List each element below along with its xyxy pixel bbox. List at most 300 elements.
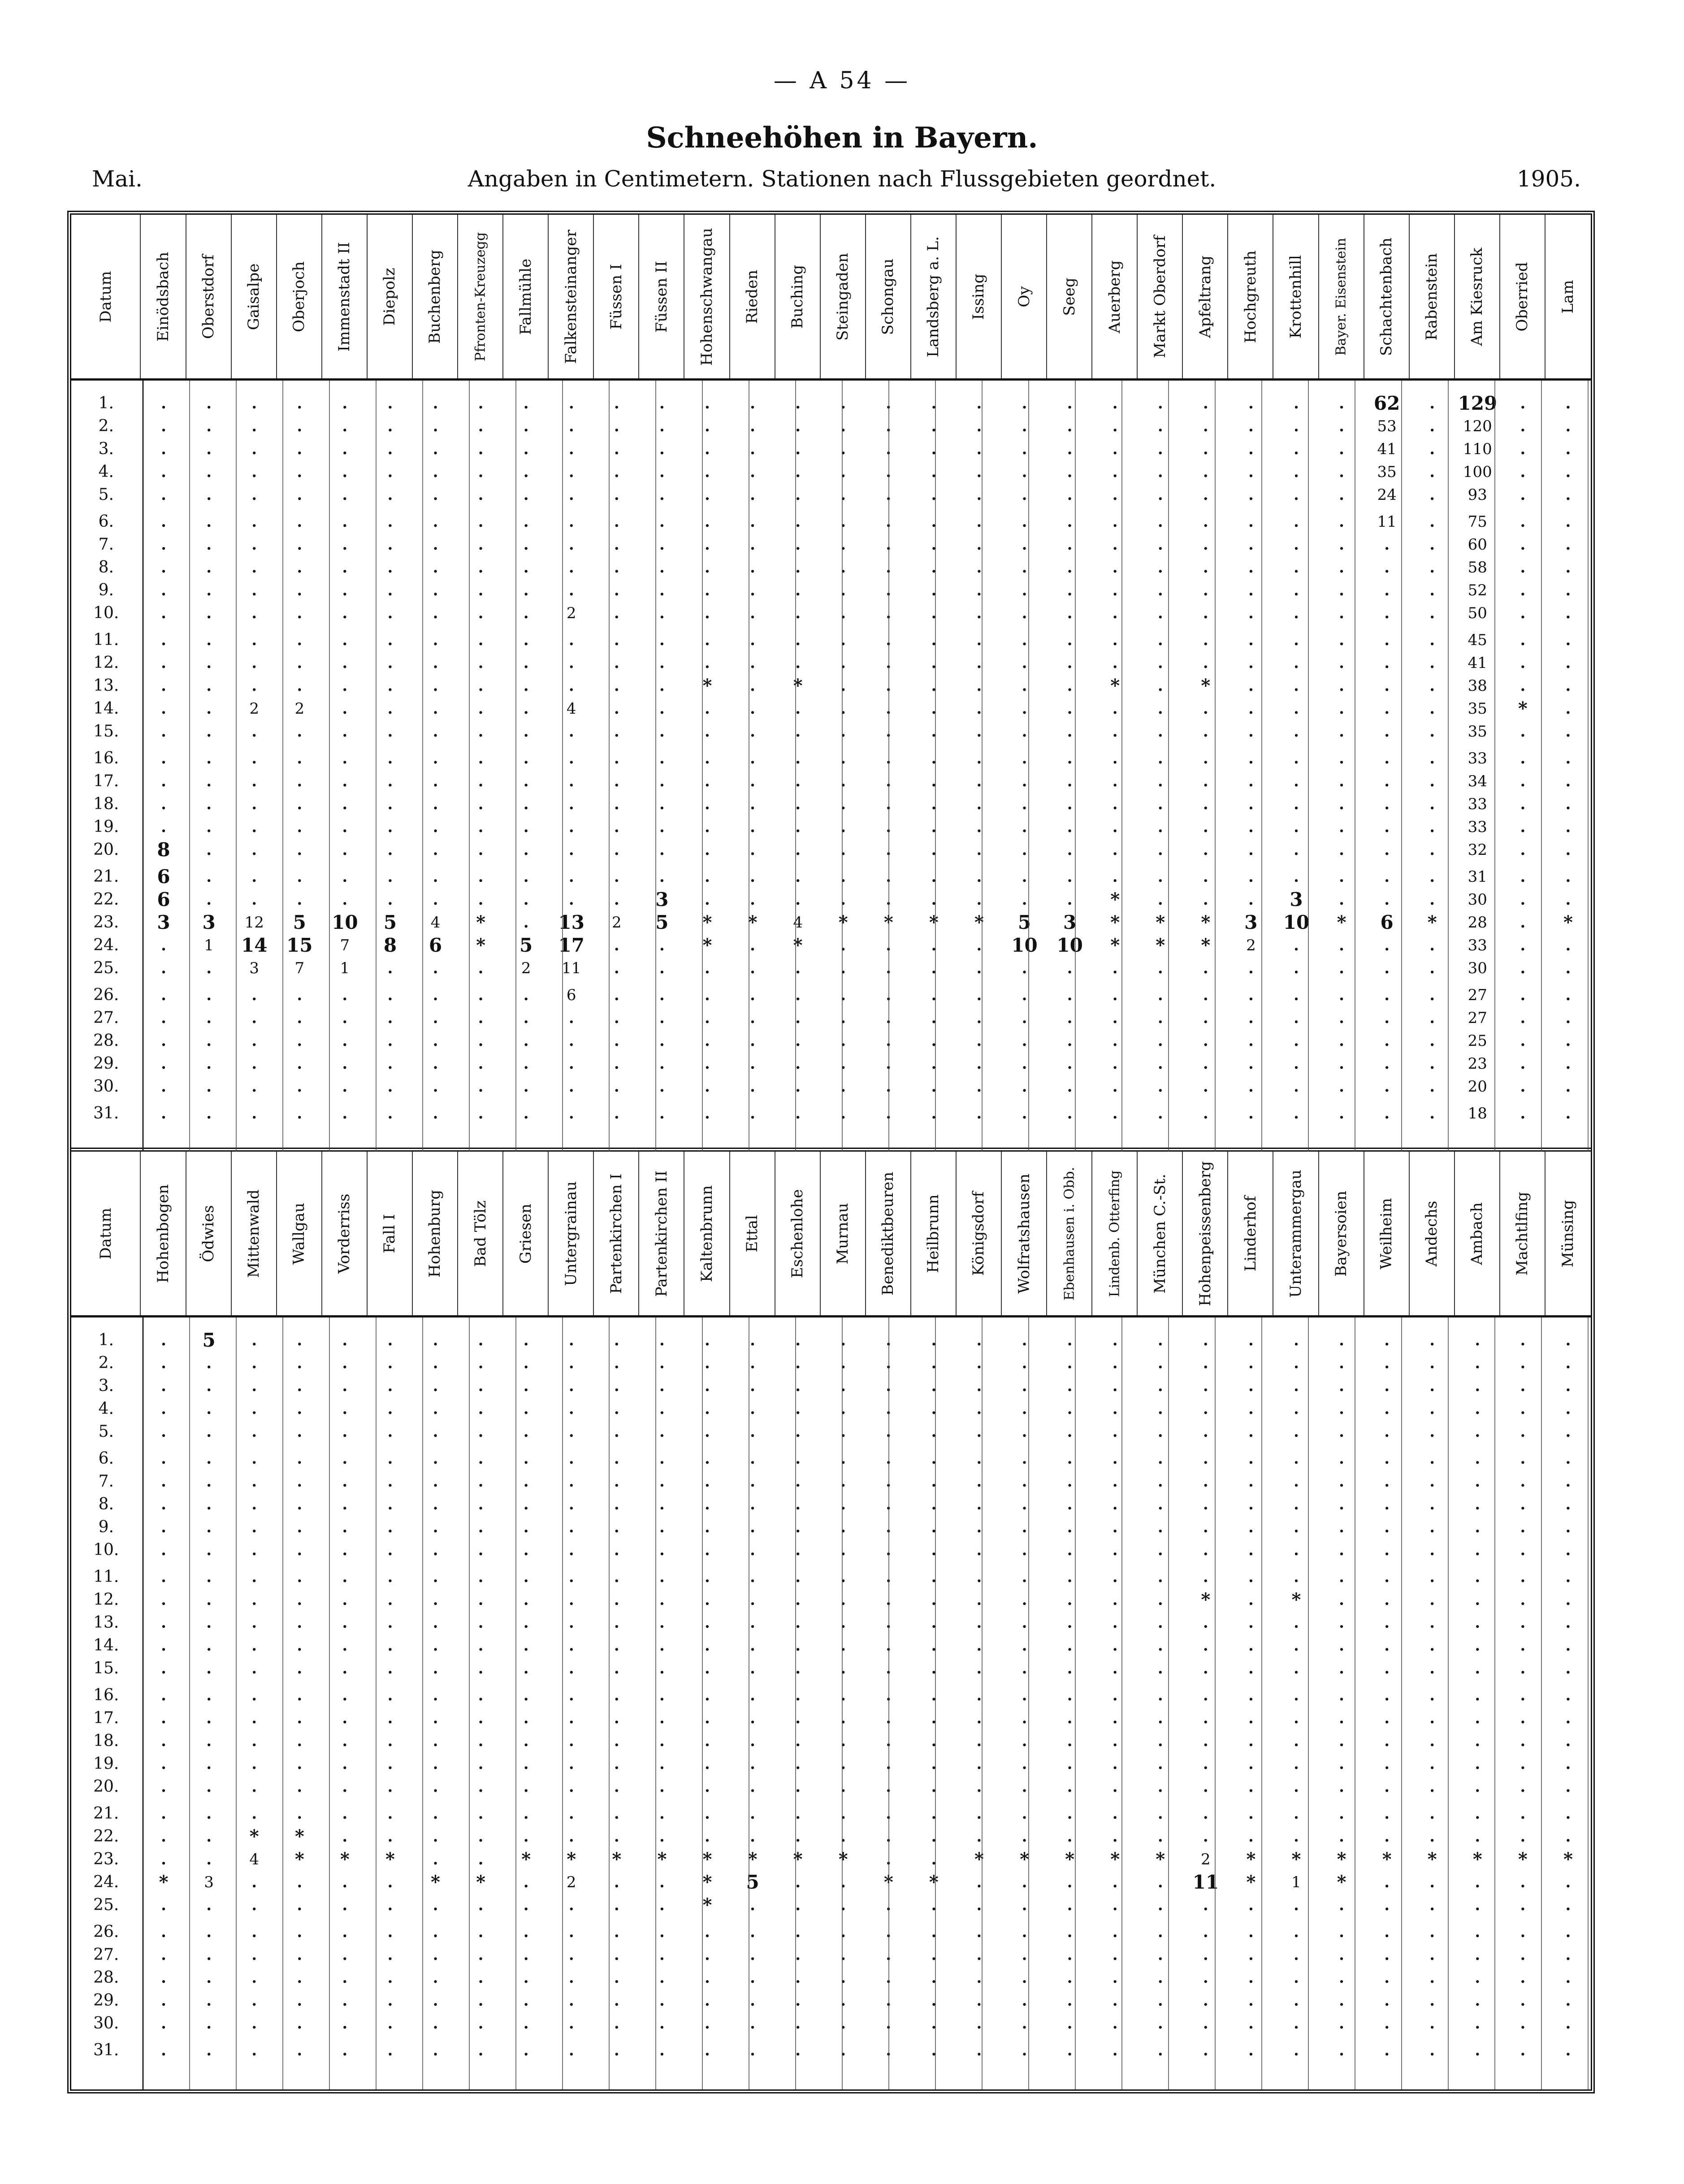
table-cell: . — [705, 1031, 710, 1050]
day-number: 16. — [93, 1686, 119, 1704]
table-cell: . — [659, 1873, 665, 1891]
table-cell: . — [1022, 558, 1027, 576]
table-cell: . — [614, 631, 619, 649]
table-cell: . — [1203, 1495, 1208, 1513]
table-cell: . — [931, 1104, 937, 1122]
table-cell: . — [251, 440, 257, 458]
table-cell: . — [1112, 1472, 1118, 1491]
table-cell: . — [523, 676, 529, 695]
table-cell: . — [1520, 1777, 1526, 1796]
table-cell: . — [795, 1541, 801, 1559]
table-cell: . — [840, 1031, 846, 1050]
table-cell: . — [161, 1422, 166, 1441]
table-row — [71, 1966, 1591, 1989]
table-cell: . — [795, 749, 801, 767]
station-name: Oberstdorf — [199, 254, 218, 339]
table-cell: . — [251, 1968, 257, 1987]
table-cell: . — [161, 936, 166, 954]
station-header — [1410, 215, 1455, 378]
table-cell: . — [1339, 1946, 1344, 1964]
table-cell: . — [1157, 1827, 1163, 1846]
table-cell: . — [840, 818, 846, 836]
table-cell: . — [387, 1054, 393, 1073]
table-cell: . — [795, 1449, 801, 1468]
table-section-1 — [71, 215, 1591, 1152]
table-cell: . — [342, 417, 348, 435]
table-cell: . — [795, 1873, 801, 1891]
table-cell: . — [1022, 1804, 1027, 1823]
table-cell: . — [568, 1009, 574, 1027]
table-cell: . — [1022, 2014, 1027, 2032]
table-cell: . — [433, 1755, 438, 1773]
table-cell: . — [206, 654, 212, 672]
table-cell: . — [523, 841, 529, 859]
table-cell: . — [433, 1896, 438, 1914]
table-cell: . — [206, 749, 212, 767]
table-cell: . — [1520, 2041, 1526, 2059]
table-cell: . — [523, 485, 529, 504]
table-cell: . — [342, 1777, 348, 1796]
table-cell: . — [1248, 1827, 1254, 1846]
table-cell: . — [1067, 676, 1073, 695]
table-cell: . — [1520, 1590, 1526, 1609]
day-number: 8. — [98, 1495, 114, 1513]
table-cell: . — [659, 1077, 665, 1096]
table-cell: . — [1294, 818, 1299, 836]
table-cell: . — [886, 1495, 892, 1513]
table-cell: . — [705, 1377, 710, 1395]
table-cell: . — [1520, 1422, 1526, 1441]
table-cell: . — [1520, 417, 1526, 435]
table-cell: . — [1429, 604, 1435, 622]
table-cell: . — [523, 1827, 529, 1846]
table-cell: . — [795, 1377, 801, 1395]
table-cell: . — [1520, 1659, 1526, 1677]
station-header — [1545, 1152, 1591, 1315]
table-cell: . — [206, 818, 212, 836]
table-cell: . — [886, 699, 892, 718]
station-name: Hohenburg — [426, 1189, 444, 1278]
table-cell: . — [206, 604, 212, 622]
table-cell: * — [1020, 1849, 1029, 1870]
table-cell: . — [705, 2041, 710, 2059]
table-cell: 2 — [521, 959, 531, 977]
table-cell: . — [886, 1968, 892, 1987]
table-row — [71, 1075, 1591, 1098]
table-cell: . — [387, 1331, 393, 1349]
day-number: 21. — [93, 1804, 119, 1823]
table-cell: . — [433, 722, 438, 741]
table-cell: . — [568, 1077, 574, 1096]
table-cell: . — [1248, 722, 1254, 741]
table-cell: . — [478, 1896, 484, 1914]
table-cell: 33 — [1468, 936, 1487, 954]
table-cell: . — [931, 1518, 937, 1536]
table-cell: . — [795, 1613, 801, 1632]
table-cell: 2 — [1246, 936, 1256, 954]
table-cell: . — [251, 841, 257, 859]
table-cell: . — [705, 485, 710, 504]
table-cell: . — [1384, 1946, 1390, 1964]
table-cell: . — [1022, 986, 1027, 1004]
station-header — [866, 215, 911, 378]
table-cell: . — [750, 417, 755, 435]
table-cell: . — [1203, 749, 1208, 767]
table-cell: . — [1339, 841, 1344, 859]
table-cell: . — [705, 1009, 710, 1027]
station-name: Königsdorf — [970, 1191, 988, 1276]
table-cell: . — [1248, 1054, 1254, 1073]
table-cell: . — [1067, 1923, 1073, 1941]
table-cell: . — [1294, 676, 1299, 695]
table-cell: . — [1294, 1732, 1299, 1750]
table-cell: . — [1022, 535, 1027, 554]
table-cell: . — [1157, 1777, 1163, 1796]
table-cell: . — [1429, 772, 1435, 790]
table-cell: . — [750, 1400, 755, 1418]
table-cell: . — [886, 1568, 892, 1586]
table-cell: . — [1429, 986, 1435, 1004]
table-cell: . — [1520, 440, 1526, 458]
table-cell: . — [161, 1354, 166, 1372]
table-cell: * — [1382, 1849, 1392, 1870]
table-cell: . — [705, 1991, 710, 2010]
table-cell: . — [1294, 485, 1299, 504]
table-cell: . — [387, 485, 393, 504]
table-cell: . — [1203, 1568, 1208, 1586]
table-cell: . — [1067, 1031, 1073, 1050]
table-cell: . — [614, 722, 619, 741]
station-header — [1228, 215, 1273, 378]
table-row — [71, 1611, 1591, 1634]
table-cell: . — [1294, 1827, 1299, 1846]
table-cell: . — [1339, 1659, 1344, 1677]
table-cell: . — [1248, 1804, 1254, 1823]
table-cell: . — [1157, 1732, 1163, 1750]
table-cell: . — [1294, 1422, 1299, 1441]
table-cell: . — [659, 535, 665, 554]
table-cell: . — [1022, 1659, 1027, 1677]
table-cell: . — [1248, 631, 1254, 649]
table-cell: . — [433, 631, 438, 649]
table-cell: . — [297, 1590, 303, 1609]
table-cell: . — [1067, 890, 1073, 909]
table-cell: . — [659, 1031, 665, 1050]
table-cell: . — [342, 699, 348, 718]
table-cell: . — [523, 1896, 529, 1914]
station-header — [1228, 1152, 1273, 1315]
table-cell: . — [614, 581, 619, 599]
table-cell: . — [1339, 631, 1344, 649]
table-cell: . — [297, 890, 303, 909]
table-cell: . — [931, 1991, 937, 2010]
table-cell: . — [206, 795, 212, 813]
table-cell: . — [206, 1449, 212, 1468]
table-cell: . — [1339, 1991, 1344, 2010]
day-number: 18. — [93, 795, 119, 813]
table-cell: . — [387, 417, 393, 435]
table-cell: . — [433, 1354, 438, 1372]
table-cell: . — [433, 1659, 438, 1677]
table-cell: . — [614, 394, 619, 412]
table-cell: . — [795, 722, 801, 741]
table-cell: . — [1022, 749, 1027, 767]
table-cell: . — [795, 1732, 801, 1750]
table-cell: . — [705, 1568, 710, 1586]
table-cell: . — [1565, 867, 1571, 886]
table-cell: . — [1520, 936, 1526, 954]
table-cell: * — [1563, 1849, 1573, 1870]
table-cell: . — [251, 1400, 257, 1418]
table-cell: . — [478, 1709, 484, 1727]
table-cell: . — [1203, 2014, 1208, 2032]
table-cell: . — [750, 699, 755, 718]
table-cell: . — [1248, 1777, 1254, 1796]
table-cell: . — [705, 604, 710, 622]
table-cell: . — [523, 1518, 529, 1536]
table-cell: . — [568, 535, 574, 554]
table-cell: . — [659, 1472, 665, 1491]
table-cell: . — [568, 1031, 574, 1050]
table-cell: . — [297, 558, 303, 576]
table-cell: . — [297, 772, 303, 790]
table-cell: . — [795, 581, 801, 599]
table-cell: . — [976, 440, 982, 458]
table-cell: . — [1520, 1472, 1526, 1491]
table-cell: . — [1112, 1896, 1118, 1914]
table-cell: . — [1248, 1686, 1254, 1704]
table-cell: . — [251, 1472, 257, 1491]
table-cell: . — [840, 2041, 846, 2059]
table-cell: . — [1339, 1104, 1344, 1122]
table-cell: . — [886, 631, 892, 649]
station-name: Gaisalpe — [245, 263, 263, 330]
table-cell: . — [886, 867, 892, 886]
table-cell: . — [614, 867, 619, 886]
table-cell: . — [297, 1777, 303, 1796]
table-cell: . — [251, 1755, 257, 1773]
table-cell: . — [1112, 1923, 1118, 1941]
table-cell: . — [387, 699, 393, 718]
table-cell: . — [1022, 1946, 1027, 1964]
station-header — [775, 1152, 821, 1315]
table-cell: . — [976, 867, 982, 886]
table-cell: 33 — [1468, 818, 1487, 836]
table-cell: . — [1112, 1104, 1118, 1122]
table-cell: 1 — [1291, 1873, 1301, 1891]
table-cell: . — [1339, 1636, 1344, 1655]
table-cell: . — [1565, 485, 1571, 504]
table-cell: . — [1248, 1613, 1254, 1632]
table-cell: . — [568, 795, 574, 813]
table-cell: . — [1067, 1709, 1073, 1727]
table-cell: . — [1520, 722, 1526, 741]
table-cell: . — [840, 1377, 846, 1395]
table-cell: . — [568, 1541, 574, 1559]
table-cell: . — [705, 1777, 710, 1796]
table-cell: . — [568, 1991, 574, 2010]
table-cell: . — [840, 2014, 846, 2032]
table-cell: . — [1429, 1804, 1435, 1823]
table-cell: . — [1203, 699, 1208, 718]
table-cell: . — [297, 1896, 303, 1914]
table-cell: . — [886, 558, 892, 576]
table-cell: . — [1429, 2041, 1435, 2059]
table-cell: . — [1112, 699, 1118, 718]
table-cell: * — [1246, 1849, 1256, 1870]
table-cell: . — [976, 959, 982, 977]
station-name: Apfeltrang — [1196, 255, 1214, 338]
table-cell: . — [1157, 1804, 1163, 1823]
table-cell: * — [249, 1826, 259, 1847]
table-cell: . — [976, 749, 982, 767]
table-cell: . — [1294, 631, 1299, 649]
table-cell: . — [886, 1422, 892, 1441]
table-cell: . — [1384, 1636, 1390, 1655]
station-header — [413, 1152, 458, 1315]
day-number: 4. — [98, 463, 114, 481]
table-cell: . — [976, 1659, 982, 1677]
table-cell: . — [206, 1541, 212, 1559]
table-cell: . — [1248, 463, 1254, 481]
station-name: Schongau — [879, 258, 897, 335]
table-cell: . — [931, 2041, 937, 2059]
table-cell: . — [1248, 818, 1254, 836]
table-cell: . — [1475, 1518, 1481, 1536]
table-cell: . — [161, 604, 166, 622]
table-cell: . — [795, 1422, 801, 1441]
table-cell: . — [433, 1686, 438, 1704]
table-cell: . — [976, 1009, 982, 1027]
table-cell: . — [705, 440, 710, 458]
table-cell: . — [297, 722, 303, 741]
table-cell: . — [523, 1923, 529, 1941]
table-cell: . — [795, 1991, 801, 2010]
table-cell: . — [433, 1518, 438, 1536]
table-cell: . — [750, 1946, 755, 1964]
table-cell: . — [523, 722, 529, 741]
table-cell: . — [1248, 558, 1254, 576]
table-cell: . — [523, 1077, 529, 1096]
table-cell: . — [795, 440, 801, 458]
table-cell: . — [206, 1613, 212, 1632]
table-cell: . — [1157, 1686, 1163, 1704]
table-cell: . — [1475, 1896, 1481, 1914]
table-cell: . — [1022, 417, 1027, 435]
table-cell: . — [1248, 1636, 1254, 1655]
table-cell: . — [297, 1709, 303, 1727]
table-row — [71, 1029, 1591, 1052]
table-cell: . — [1429, 512, 1435, 531]
table-cell: . — [1022, 1009, 1027, 1027]
table-cell: . — [886, 1709, 892, 1727]
table-cell: . — [931, 1031, 937, 1050]
table-row — [71, 628, 1591, 651]
table-cell: . — [750, 1923, 755, 1941]
table-cell: . — [1520, 604, 1526, 622]
table-cell: . — [931, 1422, 937, 1441]
table-cell: . — [886, 1518, 892, 1536]
table-cell: . — [1520, 890, 1526, 909]
table-cell: . — [840, 394, 846, 412]
table-cell: . — [478, 581, 484, 599]
station-header — [639, 215, 684, 378]
table-cell: . — [750, 2014, 755, 2032]
table-cell: . — [568, 1732, 574, 1750]
table-cell: . — [750, 1568, 755, 1586]
table-cell: 7 — [340, 936, 350, 954]
table-cell: . — [1384, 581, 1390, 599]
table-cell: . — [1157, 535, 1163, 554]
table-row — [71, 1352, 1591, 1374]
table-cell: . — [251, 535, 257, 554]
table-cell: . — [1248, 890, 1254, 909]
table-cell: . — [1565, 1827, 1571, 1846]
day-number: 27. — [93, 1946, 119, 1964]
table-cell: . — [342, 1923, 348, 1941]
table-cell: . — [523, 772, 529, 790]
table-cell: . — [1520, 1968, 1526, 1987]
table-cell: . — [1520, 1946, 1526, 1964]
table-cell: * — [1337, 912, 1346, 933]
table-cell: . — [614, 1709, 619, 1727]
table-cell: . — [523, 581, 529, 599]
table-cell: . — [1157, 1054, 1163, 1073]
table-cell: . — [1203, 512, 1208, 531]
table-cell: 120 — [1463, 417, 1492, 435]
table-cell: . — [433, 1422, 438, 1441]
table-cell: . — [1429, 1923, 1435, 1941]
table-cell: . — [1157, 1568, 1163, 1586]
table-cell: . — [1067, 394, 1073, 412]
table-cell: . — [1565, 1568, 1571, 1586]
table-cell: . — [1248, 772, 1254, 790]
table-cell: . — [251, 1873, 257, 1891]
table-cell: . — [886, 890, 892, 909]
table-cell: . — [931, 818, 937, 836]
table-cell: . — [568, 1636, 574, 1655]
table-cell: . — [478, 1377, 484, 1395]
table-cell: . — [297, 512, 303, 531]
table-cell: . — [1157, 1709, 1163, 1727]
table-cell: . — [1520, 1104, 1526, 1122]
table-cell: . — [523, 1659, 529, 1677]
table-cell: . — [433, 1590, 438, 1609]
table-cell: . — [840, 676, 846, 695]
table-cell: . — [161, 1923, 166, 1941]
day-number: 30. — [93, 1077, 119, 1096]
table-cell: . — [659, 1709, 665, 1727]
table-cell: * — [974, 912, 984, 933]
table-cell: . — [297, 631, 303, 649]
table-cell: . — [886, 676, 892, 695]
day-number: 6. — [98, 512, 114, 531]
table-cell: . — [297, 1613, 303, 1632]
table-cell: . — [659, 1422, 665, 1441]
table-cell: . — [342, 604, 348, 622]
table-cell: . — [1294, 1896, 1299, 1914]
table-cell: . — [976, 841, 982, 859]
table-cell: . — [478, 1590, 484, 1609]
table-cell: . — [387, 1923, 393, 1941]
table-cell: . — [206, 676, 212, 695]
table-cell: . — [976, 1495, 982, 1513]
table-cell: . — [1022, 1873, 1027, 1891]
table-cell: . — [976, 1541, 982, 1559]
table-cell: . — [750, 1755, 755, 1773]
table-cell: . — [976, 654, 982, 672]
table-cell: . — [1022, 1031, 1027, 1050]
